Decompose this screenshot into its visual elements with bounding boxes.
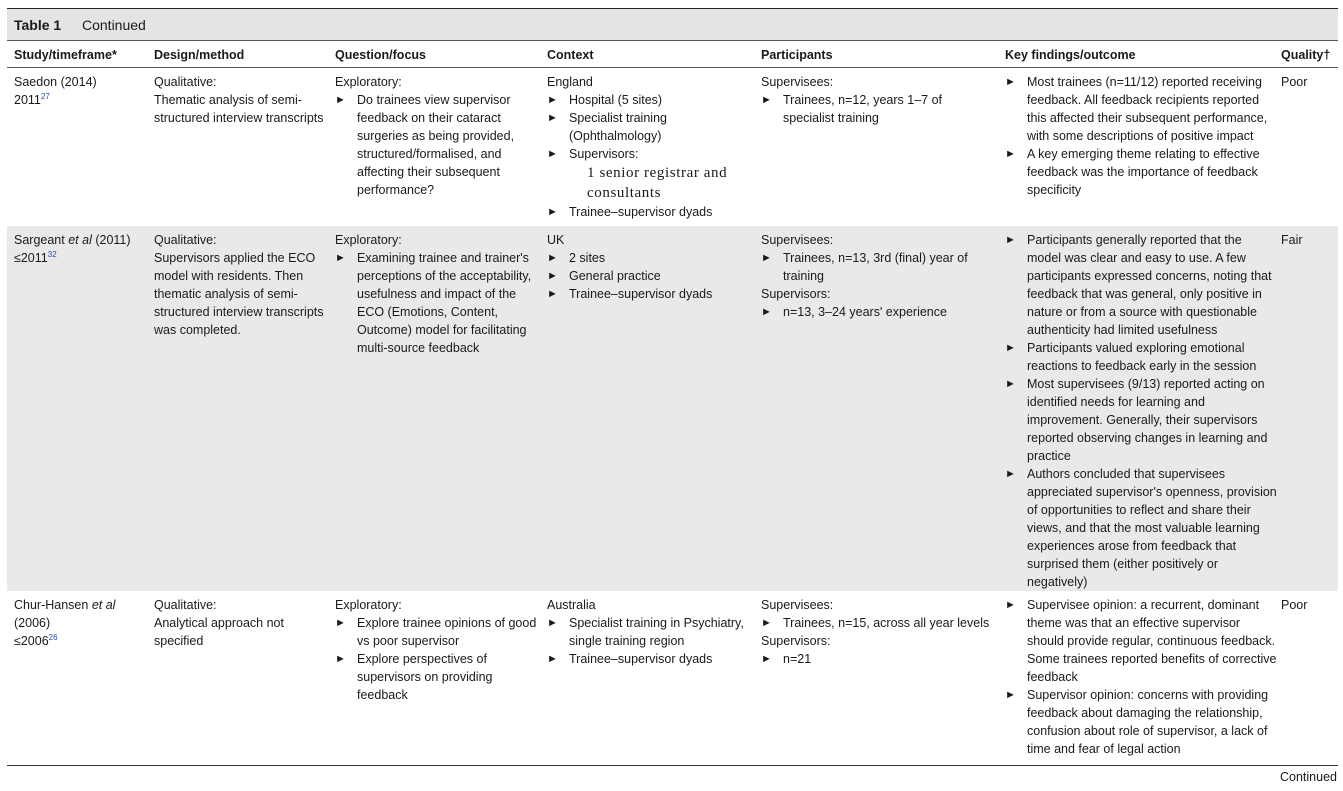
context-cell — [547, 73, 757, 221]
triangle-right-icon: ► — [1005, 468, 1016, 480]
triangle-right-icon: ► — [335, 653, 346, 665]
header-participants: Participants — [761, 48, 833, 62]
list-item: ► Specialist training (Ophthalmology) — [547, 111, 667, 143]
list-item: ► 2 sites — [547, 251, 606, 265]
list-item: ► Trainee–supervisor dyads — [547, 205, 713, 219]
triangle-right-icon: ► — [1005, 599, 1016, 611]
context-head: Australia — [547, 598, 596, 612]
participants-cell — [761, 231, 996, 321]
study-cell — [14, 231, 149, 267]
participants-head: Supervisors: — [761, 634, 831, 648]
table-row — [7, 68, 1338, 226]
list-item: ► Authors concluded that supervisees appreciated supervisor's openness, provision of opportunities to reflect and share their views, and that the most valuable learning experiences arose from feedback that surprised them (either positively or negatively) — [1005, 467, 1277, 589]
list-item: ► Hospital (5 sites) — [547, 93, 663, 107]
header-context: Context — [547, 48, 594, 62]
triangle-right-icon: ► — [547, 112, 558, 124]
triangle-right-icon: ► — [1005, 342, 1016, 354]
study-name-line2: (2006) — [14, 616, 51, 630]
design-method: Supervisors applied the ECO model with residents. Then thematic analysis of semi-structured interview transcripts was completed. — [154, 251, 324, 337]
participants-head: Supervisors: — [761, 287, 831, 301]
triangle-right-icon: ► — [547, 206, 558, 218]
design-cell — [154, 231, 329, 339]
reference-link[interactable]: 26 — [48, 633, 58, 642]
participants-head: Supervisees: — [761, 598, 834, 612]
study-cell — [14, 73, 149, 109]
focus-head: Exploratory: — [335, 233, 402, 247]
design-method: Thematic analysis of semi-structured interview transcripts — [154, 93, 324, 125]
list-item: ► Trainees, n=15, across all year levels — [761, 616, 990, 630]
triangle-right-icon: ► — [1005, 234, 1016, 246]
table-header-row — [7, 41, 1338, 68]
triangle-right-icon: ► — [335, 617, 346, 629]
list-item: ► Trainees, n=13, 3rd (final) year of training — [761, 251, 968, 283]
findings-cell — [1005, 596, 1277, 758]
triangle-right-icon: ► — [1005, 76, 1016, 88]
focus-cell — [335, 596, 540, 704]
study-name: Saedon (2014) — [14, 75, 97, 89]
triangle-right-icon: ► — [1005, 148, 1016, 160]
quality-cell: Fair — [1281, 233, 1303, 247]
reference-link[interactable]: 27 — [40, 92, 50, 101]
design-type: Qualitative: — [154, 75, 217, 89]
triangle-right-icon: ► — [547, 148, 558, 160]
design-cell — [154, 596, 329, 650]
list-item: ► n=13, 3–24 years' experience — [761, 305, 947, 319]
quality-cell: Poor — [1281, 598, 1308, 612]
study-name: Chur-Hansen et al — [14, 598, 116, 612]
header-study: Study/timeframe* — [14, 48, 117, 62]
focus-cell — [335, 73, 540, 199]
study-cell — [14, 596, 149, 650]
findings-cell — [1005, 73, 1277, 199]
triangle-right-icon: ► — [761, 653, 772, 665]
design-type: Qualitative: — [154, 233, 217, 247]
context-cell — [547, 596, 757, 668]
header-findings: Key findings/outcome — [1005, 48, 1136, 62]
list-item: ► Explore trainee opinions of good vs poor supervisor — [335, 616, 537, 648]
study-timeframe: 2011$^{27}$ — [14, 92, 50, 107]
table-label: Table 1 — [14, 17, 62, 33]
focus-head: Exploratory: — [335, 598, 402, 612]
triangle-right-icon: ► — [335, 94, 346, 106]
triangle-right-icon: ► — [547, 252, 558, 264]
list-item: ► Examining trainee and trainer's perceptions of the acceptability, usefulness and impact of the ECO (Emotions, Content, Outcome) model for facilitating multi-source feedback — [335, 251, 532, 355]
context-subtext: 1 senior registrar and consultants — [587, 165, 728, 201]
list-item: ► Specialist training in Psychiatry, single training region — [547, 616, 744, 648]
table-title-bar — [7, 8, 1338, 41]
header-design: Design/method — [154, 48, 245, 62]
list-item: ► n=21 — [761, 652, 812, 666]
header-question: Question/focus — [335, 48, 426, 62]
list-item: ► Participants valued exploring emotional reactions to feedback early in the session — [1005, 341, 1257, 373]
participants-head: Supervisees: — [761, 75, 834, 89]
list-item: ► Supervisors: — [547, 147, 639, 161]
participants-head: Supervisees: — [761, 233, 834, 247]
study-timeframe: $\le 2011^{32}$ — [14, 250, 57, 265]
context-cell — [547, 231, 757, 303]
list-item: ► Most supervisees (9/13) reported acting on identified needs for learning and improvement. Generally, their supervisors reported observing changes in learning and practice — [1005, 377, 1268, 463]
list-item: ► Do trainees view supervisor feedback on their cataract surgeries as being provided, structured/formalised, and affecting their subsequent performance? — [335, 93, 515, 197]
findings-cell — [1005, 231, 1277, 591]
triangle-right-icon: ► — [547, 617, 558, 629]
triangle-right-icon: ► — [547, 653, 558, 665]
study-timeframe: $\le 2006^{26}$ — [14, 633, 58, 648]
triangle-right-icon: ► — [1005, 378, 1016, 390]
list-item: ► Trainee–supervisor dyads — [547, 652, 713, 666]
participants-cell — [761, 596, 996, 668]
list-item: ► Trainees, n=12, years 1–7 of specialist training — [761, 93, 943, 125]
triangle-right-icon: ► — [547, 270, 558, 282]
list-item: ► A key emerging theme relating to effective feedback was the importance of feedback specificity — [1005, 147, 1260, 197]
triangle-right-icon: ► — [335, 252, 346, 264]
context-head: England — [547, 75, 593, 89]
context-head: UK — [547, 233, 565, 247]
reference-link[interactable]: 32 — [47, 250, 57, 259]
list-item: ► General practice — [547, 269, 661, 283]
triangle-right-icon: ► — [761, 94, 772, 106]
list-item: ► Supervisor opinion: concerns with providing feedback about damaging the relationship, confusion about role of supervisor, a lack of time and fear of legal action — [1005, 688, 1269, 756]
table-caption: Continued — [82, 17, 146, 33]
list-item: ► Explore perspectives of supervisors on providing feedback — [335, 652, 493, 702]
triangle-right-icon: ► — [761, 306, 772, 318]
triangle-right-icon: ► — [547, 288, 558, 300]
triangle-right-icon: ► — [547, 94, 558, 106]
list-item: ► Participants generally reported that the model was clear and easy to use. A few participants expressed concerns, noting that feedback that was general, only positive in nature or from a source with questionable authenticity had limited usefulness — [1005, 233, 1272, 337]
list-item: ► Supervisee opinion: a recurrent, dominant theme was that an effective supervisor should provide regular, continuous feedback. Some trainees reported benefits of corrective feedback — [1005, 598, 1277, 684]
design-type: Qualitative: — [154, 598, 217, 612]
study-name: Sargeant et al (2011) — [14, 233, 131, 247]
triangle-right-icon: ► — [761, 617, 772, 629]
table-row — [7, 591, 1338, 765]
design-cell — [154, 73, 329, 127]
table-row — [7, 226, 1338, 591]
header-quality: Quality† — [1281, 48, 1331, 62]
quality-cell: Poor — [1281, 75, 1308, 89]
focus-cell — [335, 231, 540, 357]
list-item: ► Most trainees (n=11/12) reported receiving feedback. All feedback recipients reported this affected their subsequent performance, with some descriptions of positive impact — [1005, 75, 1268, 143]
triangle-right-icon: ► — [1005, 689, 1016, 701]
list-item: ► Trainee–supervisor dyads — [547, 287, 713, 301]
design-method: Analytical approach not specified — [154, 616, 284, 648]
continued-footer: Continued — [1280, 770, 1337, 784]
focus-head: Exploratory: — [335, 75, 402, 89]
participants-cell — [761, 73, 996, 127]
table-bottom-rule — [7, 765, 1338, 766]
triangle-right-icon: ► — [761, 252, 772, 264]
